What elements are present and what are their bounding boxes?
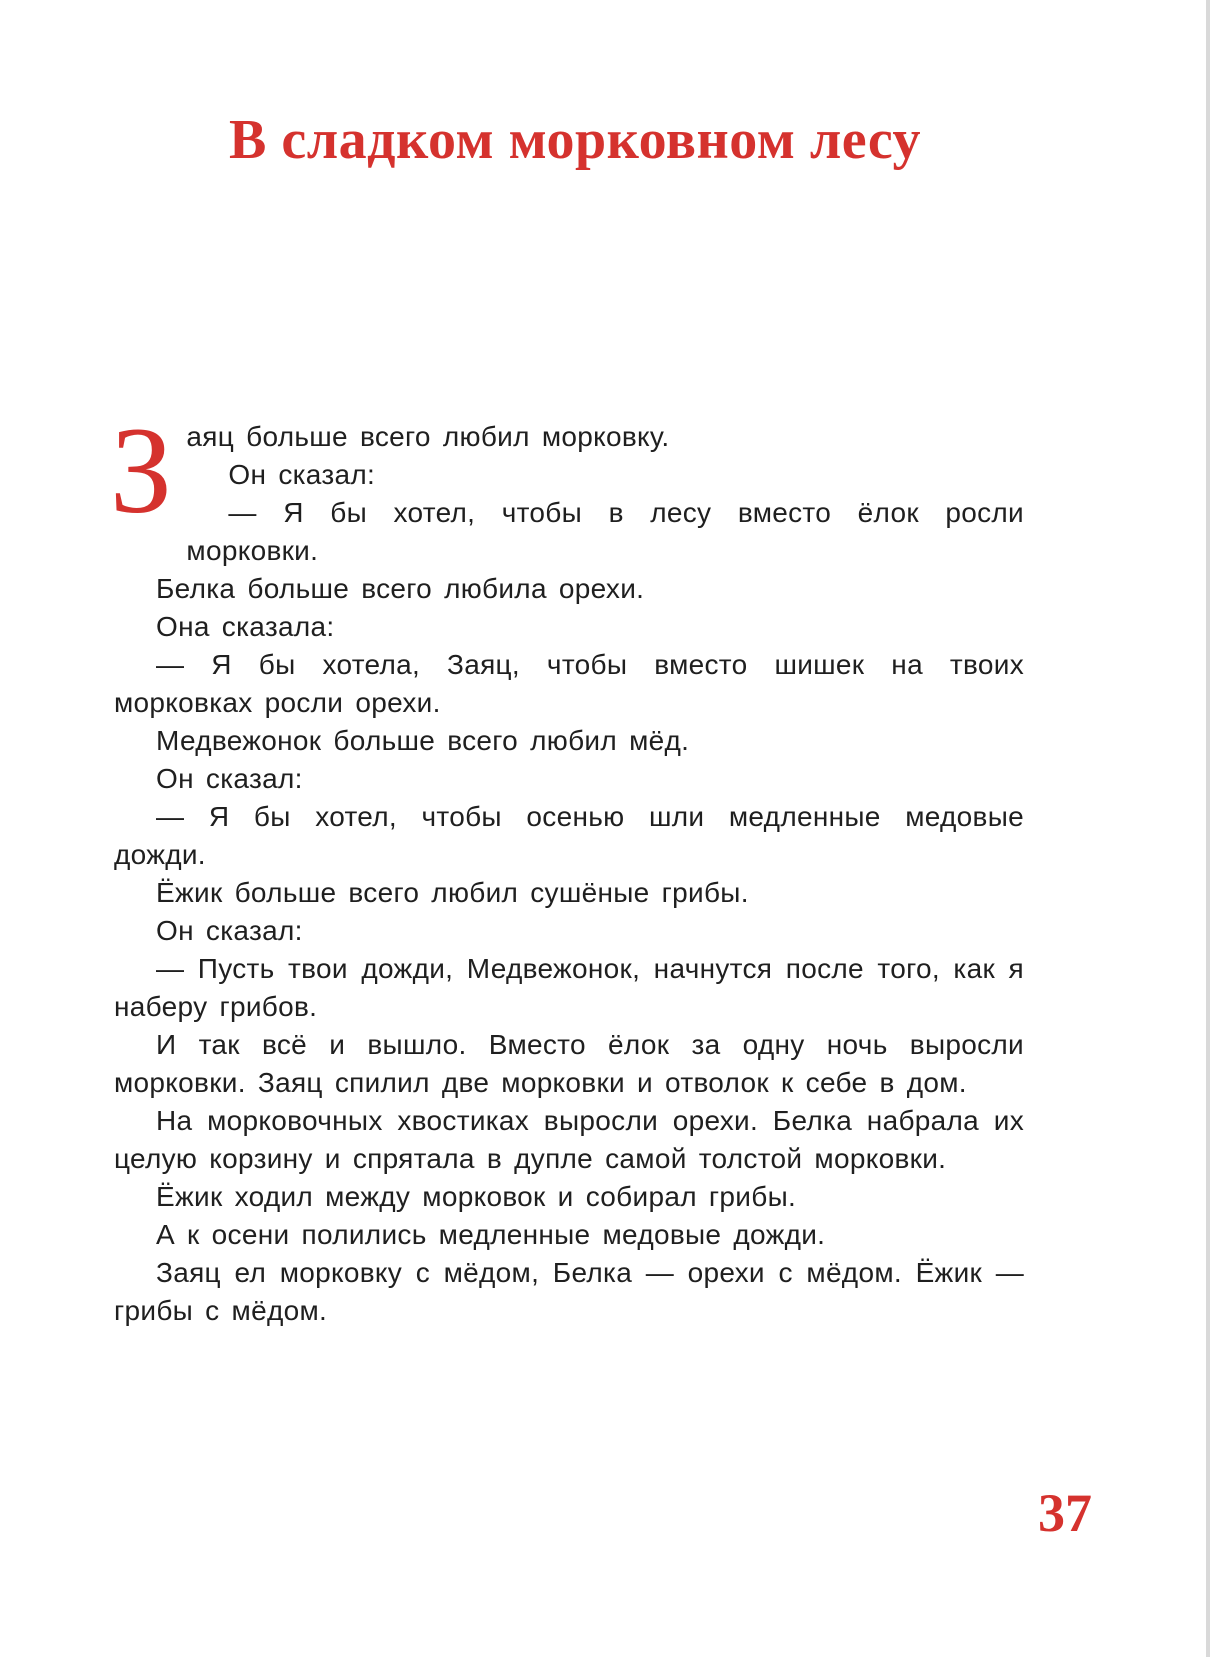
- paragraph-3: — Я бы хотел, чтобы в лесу вместо ёлок росли морковки.: [186, 497, 1024, 566]
- paragraph-4: Белка больше всего любила орехи.: [156, 573, 645, 604]
- paragraph-13: И так всё и вышло. Вместо ёлок за одну ночь выросли морковки. Заяц спилил две морковки и отволок к себе в дом.: [114, 1029, 1024, 1098]
- story-title: В сладком морковном лесу: [229, 109, 921, 171]
- page-number: 37: [1038, 1483, 1092, 1543]
- paragraph-9: — Я бы хотел, чтобы осенью шли медленные медовые дожди.: [114, 801, 1024, 870]
- paragraph-14: На морковочных хвостиках выросли орехи. Белка набрала их целую корзину и спрятала в дупле самой толстой морковки.: [114, 1105, 1024, 1174]
- paragraph-7: Медвежонок больше всего любил мёд.: [156, 725, 690, 756]
- paragraph-6: — Я бы хотела, Заяц, чтобы вместо шишек на твоих морковках росли орехи.: [114, 649, 1024, 718]
- paragraph-11: Он сказал:: [156, 915, 303, 946]
- paragraph-15: Ёжик ходил между морковок и собирал грибы.: [156, 1181, 797, 1212]
- drop-cap: З: [110, 402, 173, 539]
- paragraph-17: Заяц ел морковку с мёдом, Белка — орехи с мёдом. Ёжик — грибы с мёдом.: [114, 1257, 1024, 1326]
- paragraph-1-text: аяц больше всего любил морковку.: [186, 421, 670, 452]
- paragraph-8: Он сказал:: [156, 763, 303, 794]
- story-text: [110, 402, 1024, 1330]
- paragraph-16: А к осени полились медленные медовые дожди.: [156, 1219, 826, 1250]
- paragraph-10: Ёжик больше всего любил сушёные грибы.: [156, 877, 749, 908]
- paragraph-12: — Пусть твои дожди, Медвежонок, начнутся после того, как я наберу грибов.: [114, 953, 1024, 1022]
- paragraph-2: Он сказал:: [228, 459, 376, 490]
- page-edge: [1206, 0, 1210, 1657]
- paragraph-5: Она сказала:: [156, 611, 335, 642]
